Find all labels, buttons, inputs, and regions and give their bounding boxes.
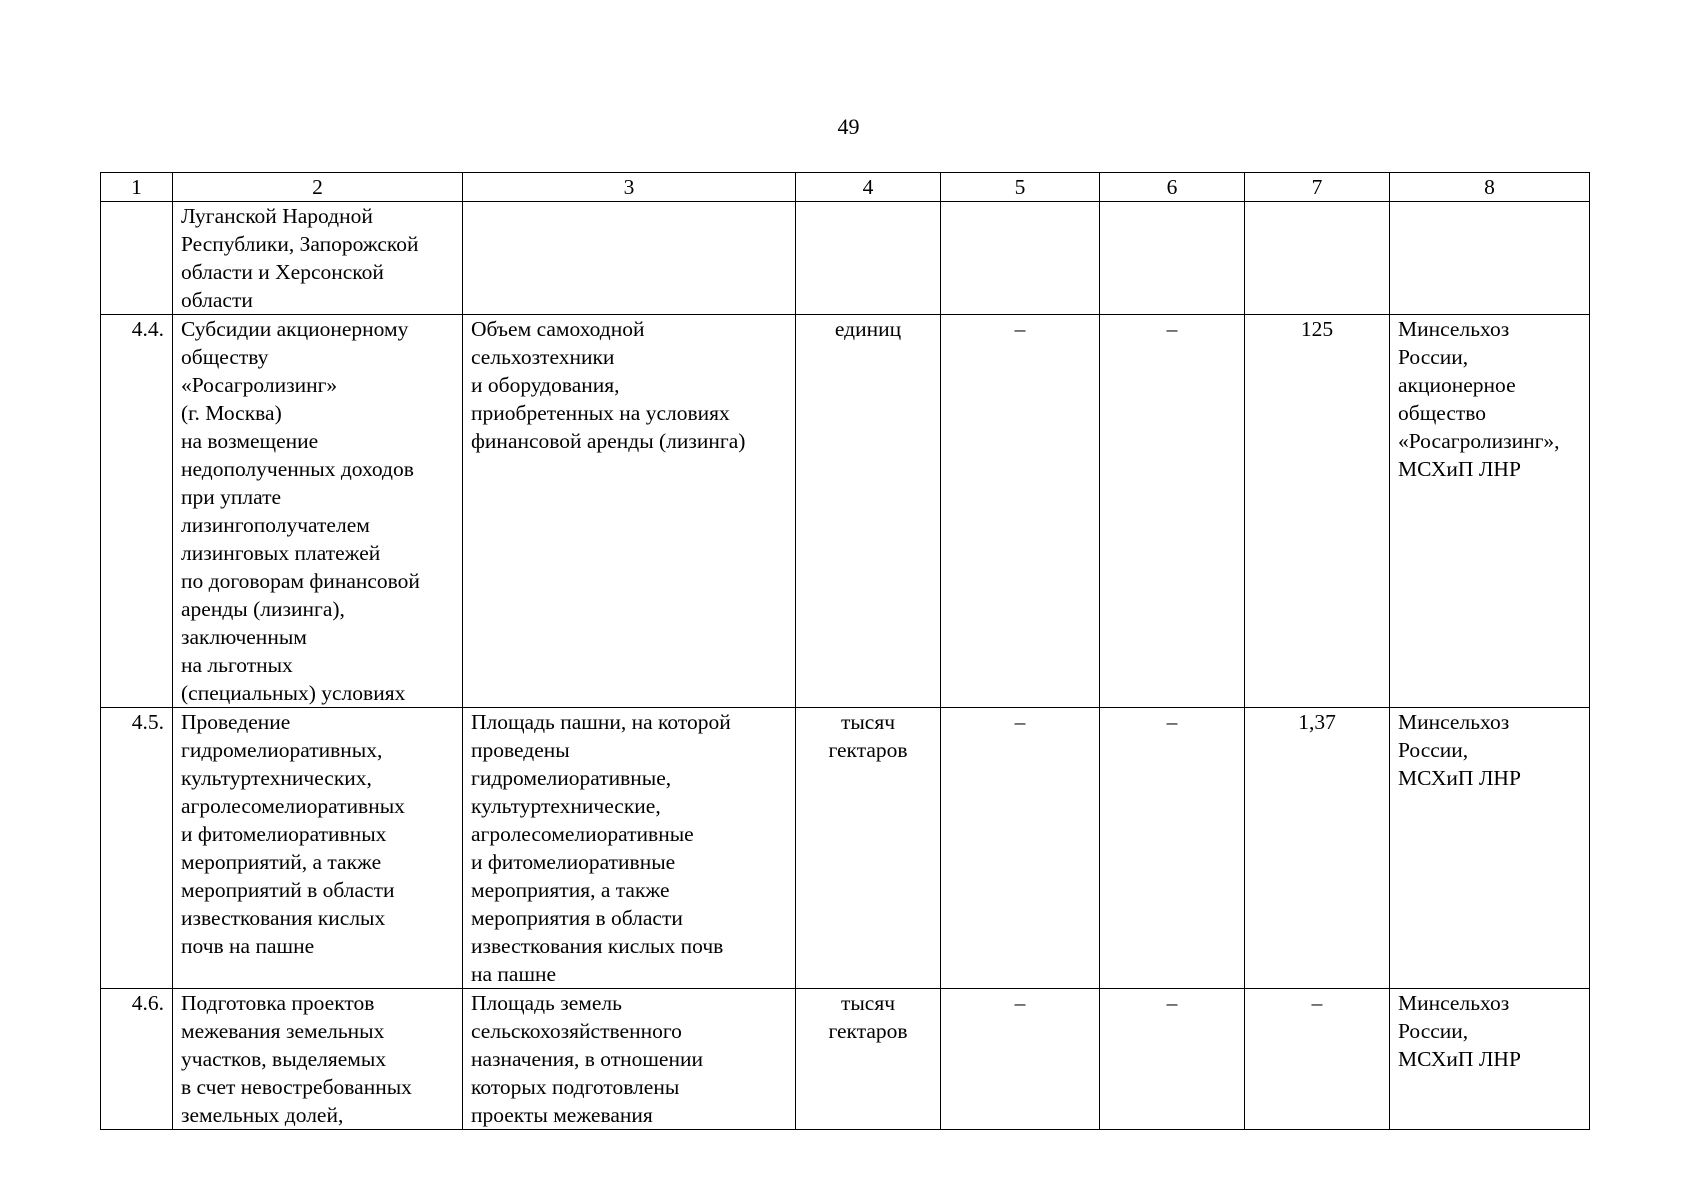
measure-cell: Подготовка проектов межевания земельных участков, выделяемых в счет невостребованных земельных долей, xyxy=(173,989,463,1130)
table-row xyxy=(101,708,1590,989)
table-row xyxy=(101,202,1590,315)
header-cell: 6 xyxy=(1100,173,1245,202)
header-cell: 4 xyxy=(796,173,941,202)
table-row xyxy=(101,989,1590,1130)
measure-cell: Субсидии акционерному обществу «Росагролизинг» (г. Москва) на возмещение недополученных доходов при уплате лизингополучателем лизинговых платежей по договорам финансовой аренды (лизинга), заключенным на льготных (специальных) условиях xyxy=(173,315,463,708)
row-number: 4.4. xyxy=(101,315,173,708)
header-cell: 8 xyxy=(1390,173,1590,202)
row-number: 4.5. xyxy=(101,708,173,989)
program-table xyxy=(100,172,1590,1130)
unit-cell: тысяч гектаров xyxy=(796,708,941,989)
header-cell: 3 xyxy=(463,173,796,202)
indicator-cell: Объем самоходной сельхозтехники и оборудования, приобретенных на условиях финансовой аренды (лизинга) xyxy=(463,315,796,708)
header-cell: 5 xyxy=(941,173,1100,202)
indicator-cell: Площадь земель сельскохозяйственного назначения, в отношении которых подготовлены проекты межевания xyxy=(463,989,796,1130)
measure-cell: Проведение гидромелиоративных, культуртехнических, агролесомелиоративных и фитомелиоративных мероприятий, а также мероприятий в области известкования кислых почв на пашне xyxy=(173,708,463,989)
value-cell xyxy=(1245,202,1390,315)
indicator-cell xyxy=(463,202,796,315)
value-cell: – xyxy=(1100,708,1245,989)
value-cell: – xyxy=(1245,989,1390,1130)
page-number: 49 xyxy=(837,114,860,139)
header-cell: 1 xyxy=(101,173,173,202)
table-row xyxy=(101,315,1590,708)
responsible-cell: Минсельхоз России, МСХиП ЛНР xyxy=(1390,989,1590,1130)
value-cell: 1,37 xyxy=(1245,708,1390,989)
header-cell: 7 xyxy=(1245,173,1390,202)
measure-cell: Луганской Народной Республики, Запорожской области и Херсонской области xyxy=(173,202,463,315)
value-cell: – xyxy=(1100,989,1245,1130)
header-row xyxy=(101,173,1590,202)
value-cell xyxy=(941,202,1100,315)
value-cell: – xyxy=(941,315,1100,708)
responsible-cell: Минсельхоз России, МСХиП ЛНР xyxy=(1390,708,1590,989)
header-cell: 2 xyxy=(173,173,463,202)
indicator-cell: Площадь пашни, на которой проведены гидромелиоративные, культуртехнические, агролесомелиоративные и фитомелиоративные мероприятия, а также мероприятия в области известкования кислых почв на пашне xyxy=(463,708,796,989)
value-cell: – xyxy=(1100,315,1245,708)
value-cell: 125 xyxy=(1245,315,1390,708)
row-number xyxy=(101,202,173,315)
unit-cell xyxy=(796,202,941,315)
responsible-cell: Минсельхоз России, акционерное общество «Росагролизинг», МСХиП ЛНР xyxy=(1390,315,1590,708)
value-cell: – xyxy=(941,989,1100,1130)
responsible-cell xyxy=(1390,202,1590,315)
value-cell xyxy=(1100,202,1245,315)
row-number: 4.6. xyxy=(101,989,173,1130)
value-cell: – xyxy=(941,708,1100,989)
unit-cell: единиц xyxy=(796,315,941,708)
unit-cell: тысяч гектаров xyxy=(796,989,941,1130)
